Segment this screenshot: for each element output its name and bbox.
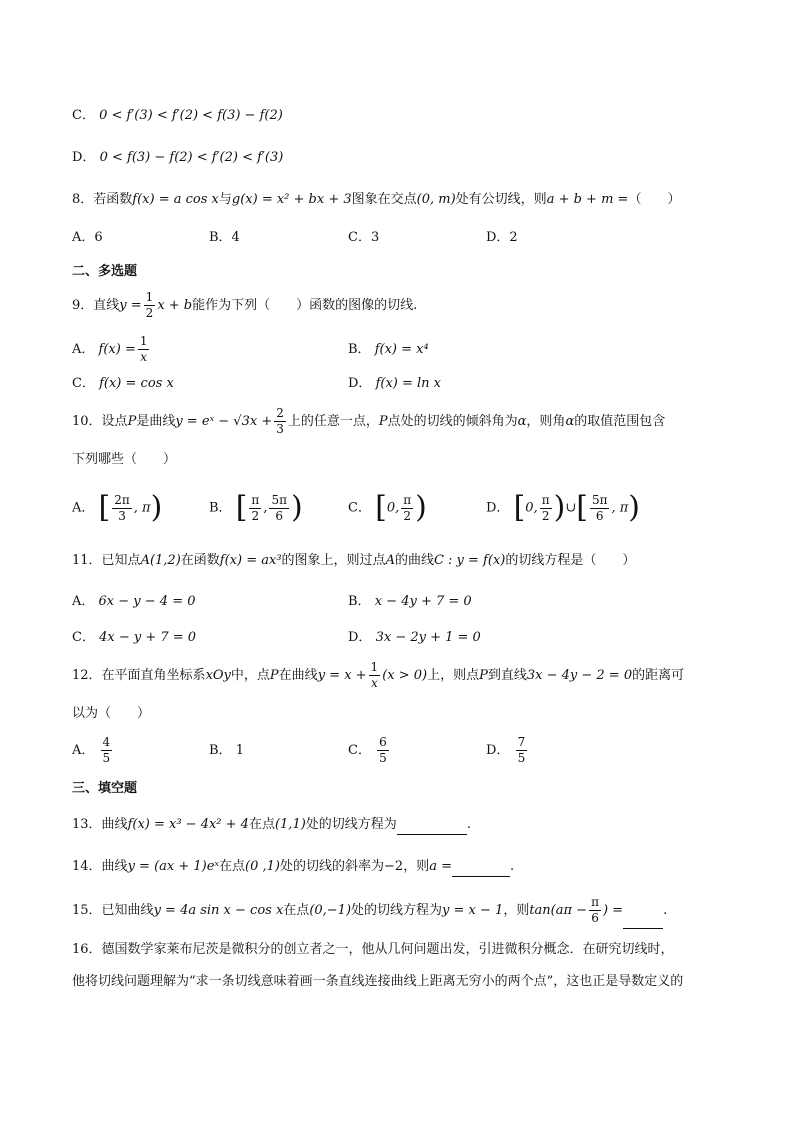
math: P: [378, 414, 388, 429]
option-label: D．: [348, 376, 372, 391]
q10-stem-line2: 下列哪些（ ）: [72, 452, 177, 467]
math: , π: [611, 500, 629, 516]
q10-option-d: D． [0, $\frac{\pi}{2}$ )∪[ $\frac{5\pi}{6}$ , π): [486, 490, 640, 525]
q8-option-c: C．3: [348, 230, 380, 245]
q8-option-a: A．6: [72, 230, 103, 245]
math: 0,: [525, 500, 538, 516]
q7-option-c: [72, 106, 283, 126]
q15-stem: [72, 893, 667, 929]
q-text: 中，点: [230, 668, 270, 683]
math: , π: [133, 500, 151, 516]
option-label: C．: [72, 630, 95, 645]
fraction: $\frac{\pi}{6}$: [591, 895, 599, 925]
q9-option-c: [72, 374, 174, 394]
math: 6x − y − 4 = 0: [98, 594, 196, 609]
option-label: C．: [72, 108, 95, 123]
q-text: 的切线方程是（ ）: [505, 553, 636, 568]
q-text: .: [663, 903, 668, 918]
option-label: A．: [72, 342, 95, 357]
q10-option-b: B． [ $\frac{\pi}{2}$ , $\frac{5\pi}{6}$ ): [209, 490, 303, 525]
q-number: 12．: [72, 668, 102, 683]
math: x + b: [157, 298, 193, 313]
q-text: 处的切线的斜率为: [280, 859, 385, 874]
q-number: 15．: [72, 903, 102, 918]
union-symbol: ∪: [565, 500, 577, 516]
q8-option-b: B．4: [209, 230, 240, 245]
math: a =: [429, 859, 452, 874]
math: y = eˣ − √3x +: [175, 414, 273, 429]
fraction: $\frac{7}{5}$: [517, 735, 526, 765]
q-text: 上的任意一点，: [287, 414, 379, 429]
q-text: ，则角: [526, 414, 566, 429]
math: ) =: [602, 903, 624, 918]
math: y = (ax + 1)eˣ: [127, 859, 220, 874]
q-text: 的取值范围包含: [574, 414, 666, 429]
math: f(x) = x³ − 4x² + 4: [127, 817, 249, 832]
fraction: $\frac{2}{3}$: [276, 406, 284, 436]
q-text: 在平面直角坐标系: [101, 668, 206, 683]
q-number: 16．: [72, 942, 102, 957]
q-text: 的曲线: [394, 553, 434, 568]
q12-option-d: [486, 733, 529, 769]
q-text: 曲线: [101, 817, 128, 832]
q12-stem-line2: 以为（ ）: [72, 706, 151, 721]
fraction: $\frac{5\pi}{6}$: [271, 492, 287, 523]
q-text: 点处的切线的倾斜角为: [387, 414, 518, 429]
q-text: 到直线: [487, 668, 527, 683]
q9-option-b: [348, 340, 429, 360]
math: (1,1): [274, 817, 306, 832]
option-label: D．: [72, 150, 96, 165]
math: (0 ,1): [245, 859, 280, 874]
math: xOy: [205, 668, 231, 683]
q8-stem: [72, 190, 680, 210]
fraction: $\frac{\pi}{2}$: [251, 492, 260, 523]
math: (x > 0): [382, 668, 428, 683]
math: α: [565, 414, 575, 429]
q11-option-a: [72, 592, 196, 612]
q-text: 德国数学家莱布尼茨是微积分的创立者之一，他从几何问题出发，引进微积分概念．在研究切线时，: [101, 942, 674, 957]
q-text: 上，则点: [427, 668, 480, 683]
math: x − 4y + 7 = 0: [374, 594, 472, 609]
q11-option-c: [72, 628, 196, 648]
math: f(x) = ln x: [375, 376, 442, 391]
option-label: B．: [209, 743, 232, 758]
q-text: 已知曲线: [101, 903, 154, 918]
q-text: 的距离可: [632, 668, 685, 683]
q-text: 在点: [219, 859, 246, 874]
math: y = x − 1: [442, 903, 504, 918]
q16-stem-line2: 他将切线问题理解为“求一条切线意味着画一条直线连接曲线上距离无穷小的两个点”，这也正是导数定义的: [72, 974, 684, 989]
option-label: B．: [348, 342, 371, 357]
section-heading: 二、多选题: [72, 264, 138, 279]
q-text: .: [509, 859, 515, 874]
q-number: 14．: [72, 859, 102, 874]
math: (0,−1): [309, 903, 352, 918]
math: f(x) = x⁴: [374, 342, 429, 357]
math: P: [479, 668, 488, 683]
math: 0,: [386, 500, 400, 516]
q7-option-d: [72, 148, 283, 168]
q-text: 已知点: [101, 553, 141, 568]
q-text: 在点: [248, 817, 275, 832]
option-label: A．: [72, 500, 95, 516]
q-text: 与: [218, 192, 232, 207]
option-label: B．: [209, 500, 232, 516]
q-text: 在曲线: [278, 668, 318, 683]
math: f(x) = ax³: [219, 553, 282, 568]
q-text: 在点: [283, 903, 310, 918]
q12-stem: [72, 658, 684, 694]
q-text: 曲线: [101, 859, 128, 874]
q-number: 11．: [72, 553, 102, 568]
math: α: [517, 414, 527, 429]
q-number: 8．: [72, 192, 94, 207]
option-label: A．: [72, 594, 95, 609]
option-label: C．: [348, 743, 371, 758]
fraction: $\frac{6}{5}$: [379, 735, 387, 765]
q12-option-a: [72, 733, 114, 769]
q9-option-a: [72, 332, 151, 368]
math: f(x) = cos x: [99, 376, 174, 391]
q9-stem: [72, 288, 417, 324]
fraction: $\frac{\pi}{2}$: [541, 492, 550, 523]
option-label: C．: [72, 376, 95, 391]
fraction: $\frac{5\pi}{6}$: [591, 492, 608, 523]
q16-stem: [72, 940, 674, 960]
q11-stem: [72, 551, 635, 571]
q-text: 处的切线方程为: [305, 817, 397, 832]
math: P: [127, 414, 137, 429]
math-point: (0, m): [416, 192, 456, 207]
q11-option-d: [348, 628, 481, 648]
math: tan(aπ −: [529, 903, 588, 918]
option-math: 0 < f′(3) < f′(2) < f(3) − f(2): [99, 108, 283, 123]
q12-option-c: [348, 733, 391, 769]
q12-option-b: [209, 741, 244, 761]
option-label: D．: [486, 743, 510, 758]
option-label: B．: [348, 594, 371, 609]
answer-blank[interactable]: [452, 862, 510, 877]
q-text: 图象在交点: [351, 192, 417, 207]
math: 3x − 2y + 1 = 0: [375, 630, 481, 645]
math: f(x) =: [98, 342, 136, 357]
option-label: D．: [348, 630, 372, 645]
option-label: A．: [72, 743, 95, 758]
math: A: [385, 553, 395, 568]
q-text: .: [466, 817, 471, 832]
q14-stem: [72, 857, 514, 877]
q-text: ，则: [503, 903, 530, 918]
answer-paren: （ ）: [628, 192, 681, 207]
fraction: $\frac{2\pi}{3}$: [114, 492, 130, 523]
math-g: g(x) = x² + bx + 3: [231, 192, 352, 207]
answer-blank[interactable]: [623, 914, 663, 929]
q-text: 处的切线方程为: [351, 903, 443, 918]
q-number: 9．: [72, 298, 94, 313]
math: A(1,2): [140, 553, 181, 568]
answer-blank[interactable]: [397, 820, 467, 835]
math: −2: [384, 859, 404, 874]
q-text: 在函数: [180, 553, 220, 568]
fraction: $\frac{\pi}{2}$: [403, 492, 412, 523]
q10-stem: [72, 404, 665, 440]
q9-option-d: [348, 374, 441, 394]
fraction: $\frac{4}{5}$: [102, 735, 111, 765]
fraction: $\frac{1}{x}$: [139, 334, 148, 364]
q-text: 直线: [93, 298, 120, 313]
math: y =: [119, 298, 142, 313]
fraction: $\frac{1}{2}$: [145, 290, 154, 320]
q-text: 设点: [101, 414, 128, 429]
math: P: [269, 668, 279, 683]
fraction: $\frac{1}{x}$: [370, 660, 379, 690]
math: 4x − y + 7 = 0: [99, 630, 197, 645]
option-label: C．: [348, 500, 371, 516]
math: 3x − 4y − 2 = 0: [526, 668, 633, 683]
option-value: 1: [235, 743, 244, 758]
math-expr: a + b + m =: [546, 192, 629, 207]
option-math: 0 < f(3) − f(2) < f′(2) < f′(3): [99, 150, 284, 165]
q-text: 处有公切线，则: [455, 192, 547, 207]
q10-option-a: A． [ $\frac{2\pi}{3}$ , π): [72, 490, 163, 525]
math: C : y = f(x): [433, 553, 506, 568]
q-number: 10．: [72, 414, 102, 429]
q10-option-c: C． [0, $\frac{\pi}{2}$ ): [348, 490, 427, 525]
q-text: 是曲线: [136, 414, 176, 429]
math: y = 4a sin x − cos x: [153, 903, 284, 918]
math-f: f(x) = a cos x: [132, 192, 219, 207]
q-text: 若函数: [93, 192, 133, 207]
q-text: 能作为下列（ ）函数的图像的切线.: [192, 298, 418, 313]
option-label: D．: [486, 500, 510, 516]
q8-option-d: D．2: [486, 230, 518, 245]
q11-option-b: [348, 592, 472, 612]
math: y = x +: [317, 668, 367, 683]
q-text: ，则: [403, 859, 430, 874]
q-text: 的图象上，则过点: [281, 553, 386, 568]
q13-stem: [72, 815, 471, 835]
section-heading: 三、填空题: [72, 781, 138, 796]
q-number: 13．: [72, 817, 102, 832]
